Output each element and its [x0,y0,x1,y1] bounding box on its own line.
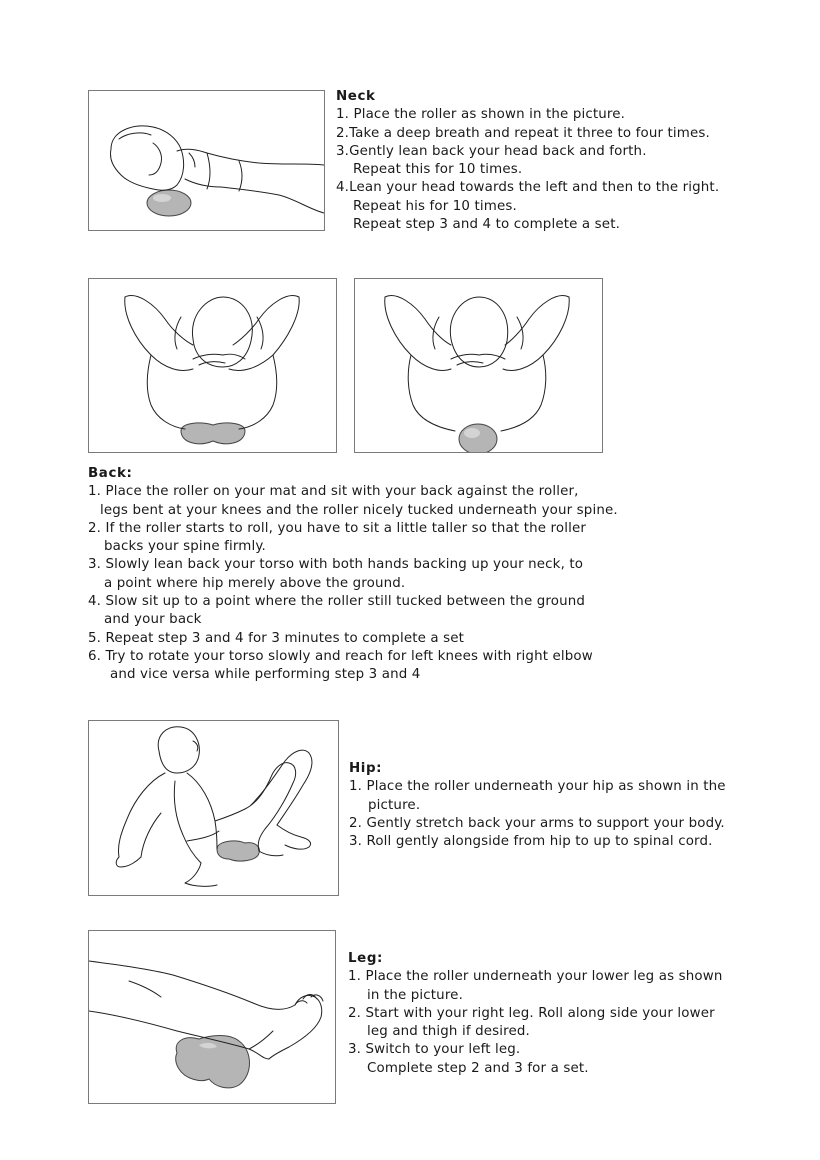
back-step-line: 3. Slowly lean back your torso with both hands backing up your neck, to [88,557,584,573]
neck-step-line: 2.Take a deep breath and repeat it three to four times. [336,125,710,141]
leg-illustration [88,930,336,1104]
back-step-line: 4. Slow sit up to a point where the roller still tucked between the ground [88,594,586,610]
neck-step-line: 1. Place the roller as shown in the picture. [336,107,626,123]
neck-illustration [88,90,325,231]
neck-step-line: Repeat his for 10 times. [353,198,517,214]
back-step-line: and your back [104,612,202,628]
hip-illustration [88,720,339,896]
back-step-line: 6. Try to rotate your torso slowly and reach for left knees with right elbow [88,648,593,664]
neck-step-line: Repeat this for 10 times. [353,162,523,178]
back-step-line: legs bent at your knees and the roller nicely tucked underneath your spine. [100,502,618,518]
leg-step-line: leg and thigh if desired. [367,1024,530,1040]
back-step-line: 5. Repeat step 3 and 4 for 3 minutes to complete a set [88,630,465,646]
back-step-line: 2. If the roller starts to roll, you have to sit a little taller so that the roller [88,520,587,536]
back-heading: Back: [88,466,133,481]
back-step-line: backs your spine firmly. [104,539,266,555]
back-step-line: a point where hip merely above the ground. [104,575,406,591]
back-illustration-right [354,278,603,453]
hip-heading: Hip: [349,761,383,776]
leg-step-line: Complete step 2 and 3 for a set. [367,1060,589,1076]
neck-step-line: 3.Gently lean back your head back and forth. [336,143,647,159]
back-illustration-left [88,278,337,453]
hip-step-line: 1. Place the roller underneath your hip as shown in the [349,779,726,795]
leg-step-line: 3. Switch to your left leg. [348,1042,521,1058]
neck-step-line: 4.Lean your head towards the left and then to the right. [336,180,720,196]
leg-step-line: in the picture. [367,987,463,1003]
neck-step-line: Repeat step 3 and 4 to complete a set. [353,217,620,233]
leg-section [348,950,722,1078]
leg-step-line: 2. Start with your right leg. Roll along side your lower [348,1005,715,1021]
back-step-line: and vice versa while performing step 3 and 4 [110,667,421,683]
hip-step-line: 2. Gently stretch back your arms to support your body. [349,815,725,831]
leg-step-line: 1. Place the roller underneath your lower leg as shown [348,969,723,985]
back-step-line: 1. Place the roller on your mat and sit with your back against the roller, [88,484,579,500]
hip-step-line: 3. Roll gently alongside from hip to up to spinal cord. [349,834,713,850]
back-section [88,465,618,685]
leg-heading: Leg: [348,951,383,966]
neck-heading: Neck [336,89,376,104]
hip-step-line: picture. [368,797,421,813]
hip-section [349,760,726,851]
neck-section [336,88,719,234]
